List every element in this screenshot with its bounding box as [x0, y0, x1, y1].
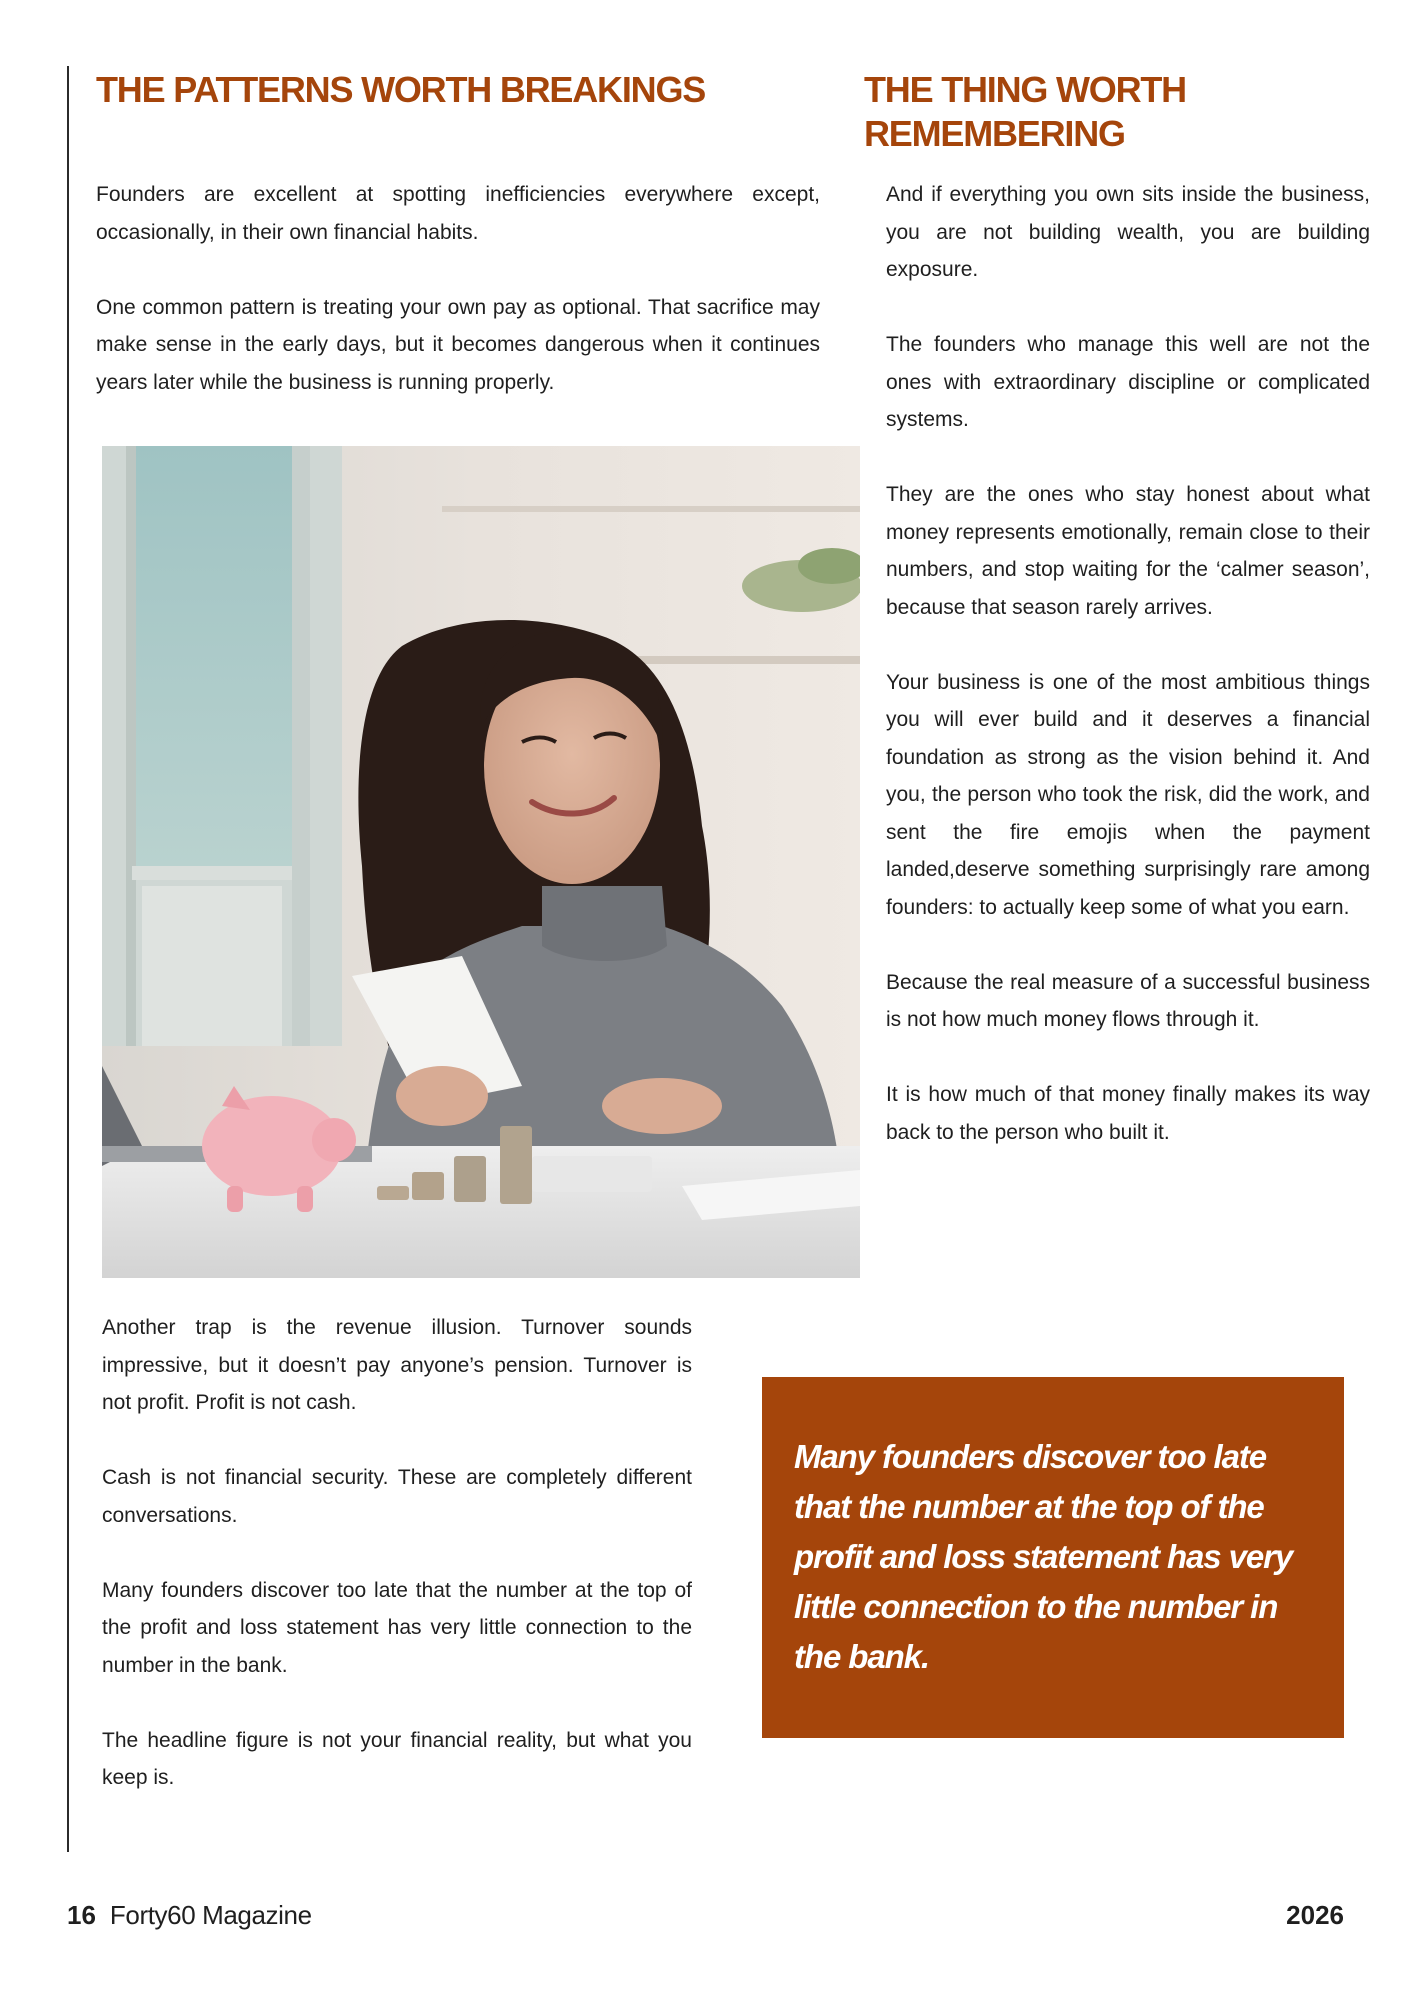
- right-column-heading: THE THING WORTH REMEMBERING: [864, 69, 1186, 154]
- pull-quote-box: [762, 1377, 1344, 1738]
- paragraph: And if everything you own sits inside the business, you are not building wealth, you are building exposure.: [886, 183, 1370, 281]
- left-lower-text: [102, 1309, 692, 1797]
- footer-left: [67, 1898, 312, 1932]
- paragraph: One common pattern is treating your own pay as optional. That sacrifice may make sense in the early days, but it becomes dangerous when it continues years later while the business is running properly.: [96, 295, 820, 394]
- page-number: 16: [67, 1900, 96, 1930]
- paragraph: Your business is one of the most ambitious things you will ever build and it deserves a financial foundation as strong as the vision behind it. And you, the person who took the risk, did the work, and sent the fire emojis when the payment landed,deserve something surprisingly rare among founders: to actually keep some of what you earn.: [886, 670, 1370, 919]
- paragraph: It is how much of that money finally makes its way back to the person who built it.: [886, 1083, 1370, 1144]
- paragraph: They are the ones who stay honest about what money represents emotionally, remain close to their numbers, and stop waiting for the ‘calmer season’, because that season rarely arrives.: [886, 483, 1370, 619]
- paragraph: Many founders discover too late that the number at the top of the profit and loss statement has very little connection to the number in the bank.: [102, 1578, 692, 1677]
- paragraph: The founders who manage this well are not the ones with extraordinary discipline or complicated systems.: [886, 333, 1370, 431]
- margin-rule: [67, 66, 69, 1852]
- footer-year: 2026: [1286, 1900, 1344, 1930]
- magazine-name: Forty60 Magazine: [109, 1900, 312, 1930]
- paragraph: The headline figure is not your financial reality, but what you keep is.: [102, 1728, 692, 1789]
- paragraph: Founders are excellent at spotting inefficiencies everywhere except, occasionally, in their own financial habits.: [96, 183, 820, 244]
- paragraph: Another trap is the revenue illusion. Turnover sounds impressive, but it doesn’t pay anyone’s pension. Turnover is not profit. Profit is not cash.: [102, 1316, 692, 1414]
- right-column-text: [886, 176, 1370, 1151]
- paragraph: Cash is not financial security. These are completely different conversations.: [102, 1466, 692, 1527]
- woman-counting-coins-photo: [102, 446, 860, 1278]
- left-column-heading: THE PATTERNS WORTH BREAKINGS: [96, 69, 706, 110]
- left-intro-text: [96, 176, 820, 401]
- pull-quote-text: Many founders discover too late that the number at the top of the profit and loss statement has very little connection to the number in the bank.: [794, 1438, 1293, 1675]
- paragraph: Because the real measure of a successful business is not how much money flows through it.: [886, 970, 1370, 1031]
